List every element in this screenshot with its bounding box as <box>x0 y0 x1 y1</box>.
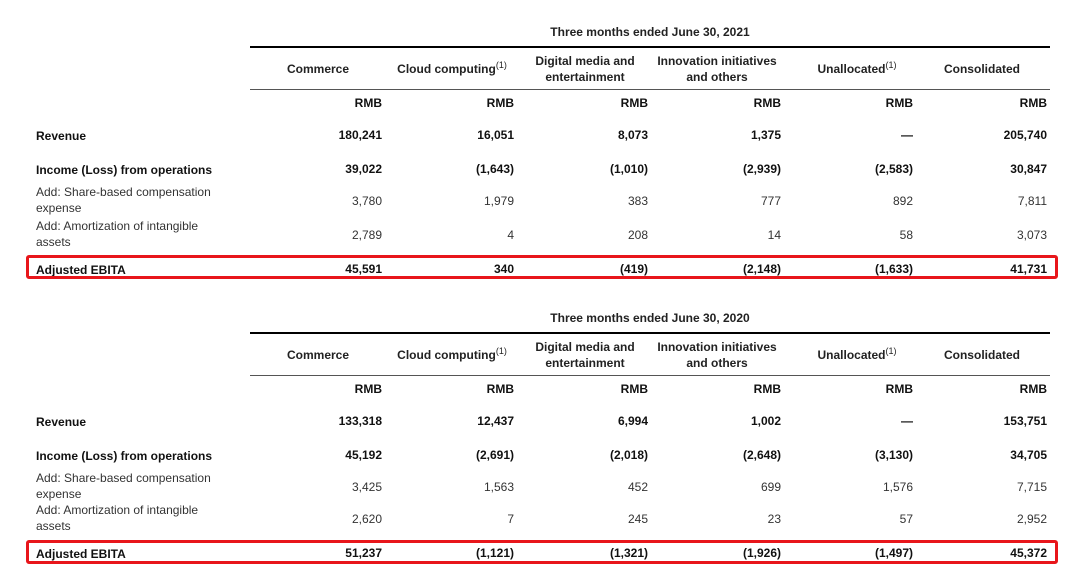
header-rule <box>250 332 1050 334</box>
currency-label: RMB <box>753 96 781 110</box>
row-label: Income (Loss) from operations <box>36 449 213 463</box>
currency-label: RMB <box>753 382 781 396</box>
table-cell: (1,010) <box>609 162 648 176</box>
column-header-label: Cloud computing <box>397 62 496 76</box>
column-header <box>647 53 787 85</box>
adjusted-ebita-highlight <box>26 540 1058 564</box>
header-rule <box>250 46 1050 48</box>
table-cell: 3,425 <box>351 480 382 494</box>
row-label: Revenue <box>36 415 87 429</box>
table-cell: 45,591 <box>345 262 382 276</box>
table-cell: (419) <box>619 262 648 276</box>
column-header-label: Commerce <box>286 62 350 76</box>
footnote-marker: (1) <box>885 346 897 356</box>
currency-label: RMB <box>486 96 514 110</box>
table-cell: 45,192 <box>345 448 382 462</box>
table-cell: (3,130) <box>874 448 913 462</box>
subheader-rule <box>250 375 1050 376</box>
table-cell: 153,751 <box>1003 414 1047 428</box>
column-header-label: Unallocated <box>817 62 886 76</box>
currency-label: RMB <box>486 382 514 396</box>
table-cell: 1,563 <box>483 480 514 494</box>
table-cell: 34,705 <box>1010 448 1047 462</box>
column-header <box>647 339 787 371</box>
currency-label: RMB <box>354 382 382 396</box>
table-cell: (1,321) <box>609 546 648 560</box>
table-cell: 1,576 <box>882 480 913 494</box>
table-cell: 340 <box>493 262 514 276</box>
row-label: Add: Amortization of intangible assets <box>36 219 199 249</box>
column-header-label: Commerce <box>286 348 350 362</box>
table-cell: 16,051 <box>477 128 514 142</box>
currency-label: RMB <box>885 382 913 396</box>
currency-label: RMB <box>620 96 648 110</box>
table-cell: (2,148) <box>742 262 781 276</box>
column-header <box>390 347 514 363</box>
column-header-label: Digital media and entertainment <box>535 340 635 370</box>
table-cell: 51,237 <box>345 546 382 560</box>
table-cell: 57 <box>899 512 913 526</box>
table-cell: 7,811 <box>1017 194 1047 208</box>
table-cell: 208 <box>627 228 648 242</box>
table-cell: (2,583) <box>874 162 913 176</box>
table-cell: 383 <box>627 194 648 208</box>
column-header <box>525 53 645 85</box>
table-cell: (2,648) <box>742 448 781 462</box>
table-cell: 245 <box>627 512 648 526</box>
table-cell: (2,939) <box>742 162 781 176</box>
table-cell: 133,318 <box>338 414 382 428</box>
column-header <box>263 61 373 77</box>
column-header-label: Cloud computing <box>397 348 496 362</box>
subheader-rule <box>250 89 1050 90</box>
table-cell: 30,847 <box>1010 162 1047 176</box>
column-header <box>525 339 645 371</box>
table-cell: 1,979 <box>483 194 514 208</box>
column-header <box>802 347 912 363</box>
column-header-label: Innovation initiatives and others <box>657 340 777 370</box>
column-header <box>390 61 514 77</box>
column-header <box>263 347 373 363</box>
row-label: Adjusted EBITA <box>36 263 126 277</box>
table-cell: 452 <box>627 480 648 494</box>
column-header-label: Consolidated <box>943 348 1020 362</box>
currency-label: RMB <box>354 96 382 110</box>
column-header-label: Consolidated <box>943 62 1020 76</box>
currency-label: RMB <box>1019 96 1047 110</box>
table-cell: 699 <box>760 480 781 494</box>
table-cell: 892 <box>892 194 913 208</box>
table-cell: 1,002 <box>750 414 781 428</box>
table-cell: 777 <box>760 194 781 208</box>
table-cell: 58 <box>899 228 913 242</box>
currency-label: RMB <box>885 96 913 110</box>
table-cell: (1,926) <box>742 546 781 560</box>
table-cell: 7,715 <box>1016 480 1047 494</box>
table-cell: — <box>901 414 913 428</box>
table-cell: (1,633) <box>874 262 913 276</box>
table-cell: 7 <box>507 512 514 526</box>
table-cell: 2,952 <box>1016 512 1047 526</box>
table-cell: — <box>901 128 913 142</box>
table-cell: 8,073 <box>617 128 648 142</box>
row-label: Add: Amortization of intangible assets <box>36 503 199 533</box>
table-cell: 2,620 <box>351 512 382 526</box>
table-cell: (1,121) <box>475 546 514 560</box>
table-cell: 2,789 <box>351 228 382 242</box>
table-cell: 41,731 <box>1010 262 1047 276</box>
adjusted-ebita-highlight <box>26 255 1058 279</box>
table-cell: 45,372 <box>1010 546 1047 560</box>
table-cell: (1,497) <box>874 546 913 560</box>
column-header <box>927 61 1037 77</box>
footnote-marker: (1) <box>495 60 507 70</box>
footnote-marker: (1) <box>495 346 507 356</box>
table-cell: 14 <box>767 228 781 242</box>
table-cell: (2,691) <box>475 448 514 462</box>
column-header <box>802 61 912 77</box>
row-label: Adjusted EBITA <box>36 547 126 561</box>
table-cell: 12,437 <box>477 414 514 428</box>
row-label: Revenue <box>36 129 87 143</box>
row-label: Add: Share-based compensation expense <box>36 185 211 215</box>
table-cell: 180,241 <box>338 128 382 142</box>
currency-label: RMB <box>1019 382 1047 396</box>
table-cell: (2,018) <box>609 448 648 462</box>
row-label: Add: Share-based compensation expense <box>36 471 211 501</box>
column-header-label: Innovation initiatives and others <box>657 54 777 84</box>
table-cell: 205,740 <box>1003 128 1047 142</box>
table-cell: 1,375 <box>750 128 781 142</box>
row-label: Income (Loss) from operations <box>36 163 213 177</box>
footnote-marker: (1) <box>885 60 897 70</box>
table-cell: 23 <box>767 512 781 526</box>
table-cell: 39,022 <box>345 162 382 176</box>
table-cell: 3,073 <box>1016 228 1047 242</box>
table-cell: 3,780 <box>351 194 382 208</box>
column-header-label: Unallocated <box>817 348 886 362</box>
period-header: Three months ended June 30, 2021 <box>550 25 750 39</box>
table-cell: (1,643) <box>475 162 514 176</box>
table-cell: 4 <box>507 228 514 242</box>
column-header-label: Digital media and entertainment <box>535 54 635 84</box>
column-header <box>927 347 1037 363</box>
period-header: Three months ended June 30, 2020 <box>550 311 750 325</box>
currency-label: RMB <box>620 382 648 396</box>
table-cell: 6,994 <box>617 414 648 428</box>
